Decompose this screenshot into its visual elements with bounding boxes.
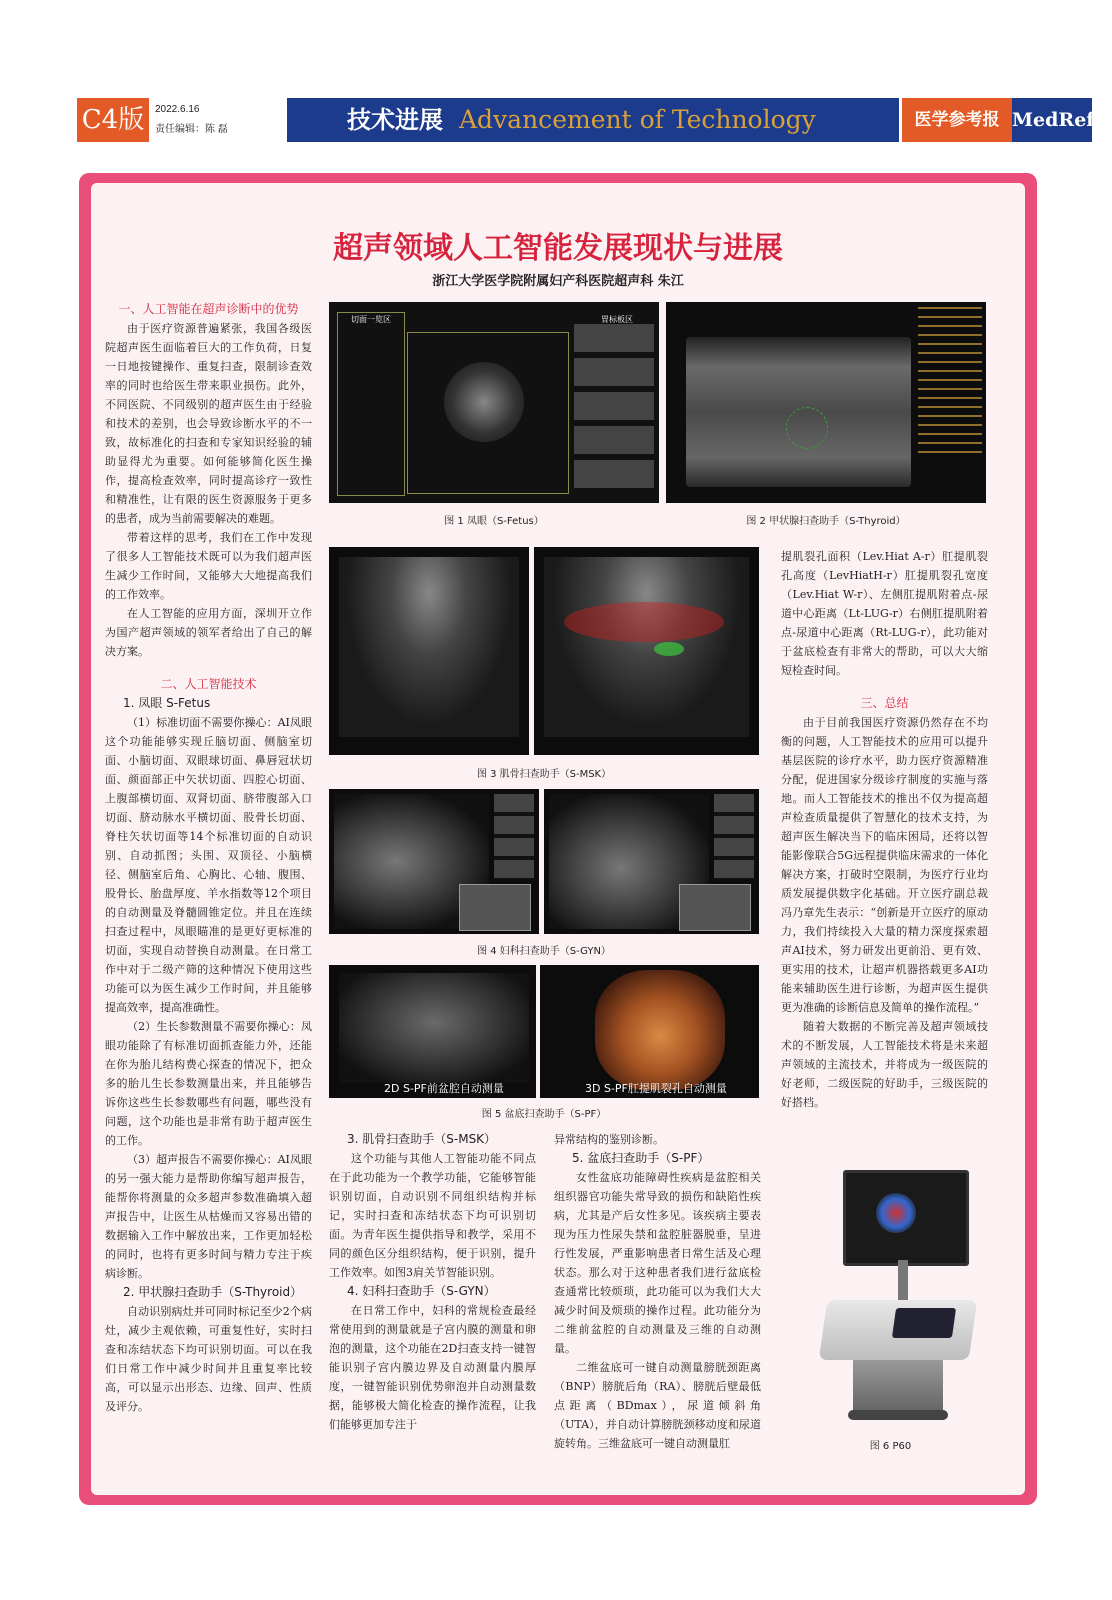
text-column-3 — [554, 1130, 761, 1453]
machine-base — [853, 1360, 943, 1410]
pelvic-floor-3d-render — [595, 970, 725, 1090]
scan-label: 3D S-PF肛提肌裂孔自动测量 — [585, 1082, 727, 1095]
figure-5-left-image — [329, 965, 536, 1098]
thumbnail-grid — [574, 324, 654, 494]
figure-3-right-image — [534, 547, 759, 755]
paragraph: （2）生长参数测量不需要你操心：凤眼功能除了有标准切面抓查能力外，还能在你为胎儿结构费心探查的情况下，把众多的胎儿生长参数测量出来，并且能够告诉你这些生长参数哪些有问题，哪些没有问题，这个功能也是非常有助于超声医生的工作。 — [105, 1020, 312, 1147]
section-title-en: Advancement of Technology — [459, 105, 816, 134]
subsection-heading: 1. 凤眼 S-Fetus — [123, 696, 211, 710]
paragraph: （3）超声报告不需要你操心：AI凤眼的另一强大能力是帮助你编写超声报告，能帮你将测量的众多超声参数准确填入超声报告中，让医生从枯燥而又容易出错的数据输入工作中解放出来，工作更加轻松的同时，也将有更多时间与精力专注于疾病诊断。 — [105, 1153, 312, 1280]
figure-2-image — [666, 302, 986, 503]
paragraph: 二维盆底可一键自动测量膀胱颈距离（BNP）膀胱后角（RA）、膀胱后壁最低点距离（BDmax），尿道倾斜角（UTA），并自动计算膀胱颈移动度和尿道旋转角。三维盆底可一键自动测量肛 — [554, 1361, 761, 1450]
touch-screen — [892, 1308, 956, 1338]
measurement-readout — [918, 307, 982, 457]
zoom-inset — [679, 884, 751, 931]
panel-title: 切面一览区 — [351, 315, 391, 324]
paragraph: 异常结构的鉴别诊断。 — [554, 1133, 664, 1146]
fetal-head-scan — [444, 362, 524, 442]
figure-caption: 图 6 P60 — [869, 1441, 912, 1452]
shoulder-scan-annotated — [544, 557, 749, 737]
figure-4-right-image — [544, 789, 759, 934]
figure-caption: 图 5 盆底扫查助手（S-PF） — [481, 1109, 607, 1120]
section-heading: 一、人工智能在超声诊断中的优势 — [118, 302, 299, 316]
figure-caption: 图 4 妇科扫查助手（S-GYN） — [477, 946, 611, 957]
paragraph: 在日常工作中，妇科的常规检查最经常使用到的测量就是子宫内膜的测量和卵泡的测量，这个功能在2D扫查支持一键智能识别子宫内膜边界及自动测量内膜厚度，一键智能识别优势卵泡并自动测量数据，能够极大简化检查的操作流程，让我们能够更加专注于 — [329, 1304, 536, 1431]
figure-caption: 图 1 凤眼（S-Fetus） — [444, 516, 544, 527]
subsection-heading: 2. 甲状腺扫查助手（S-Thyroid） — [123, 1285, 303, 1299]
paragraph: 这个功能与其他人工智能功能不同点在于此功能为一个教学功能，它能够智能识别切面，自动识别不同组织结构并标记，实时扫查和冻结状态下均可识别切面。为青年医生提供指导和教学，采用不同的颜色区分组织结构，便于识别，提升工作效率。如图3肩关节智能识别。 — [329, 1152, 536, 1279]
article-author: 浙江大学医学院附属妇产科医院超声科 朱江 — [432, 274, 684, 289]
edition-badge: C4版 — [77, 98, 149, 142]
zoom-inset — [459, 884, 531, 931]
doppler-display — [876, 1193, 916, 1233]
figure-1-image — [329, 302, 659, 503]
issue-date: 2022.6.16 — [155, 104, 200, 115]
machine-monitor — [843, 1170, 969, 1266]
thumbnail-strip — [494, 794, 534, 879]
page-header — [77, 98, 1095, 142]
pelvic-floor-2d-scan — [339, 973, 529, 1083]
subsection-heading: 5. 盆底扫查助手（S-PF） — [572, 1151, 710, 1165]
figure-caption: 图 2 甲状腺扫查助手（S-Thyroid） — [746, 516, 906, 527]
machine-wheels — [848, 1410, 948, 1420]
text-column-1 — [105, 300, 312, 1416]
figure-caption: 图 3 肌骨扫查助手（S-MSK） — [476, 769, 612, 780]
section-heading: 三、总结 — [860, 696, 909, 710]
lesion-marker — [786, 407, 828, 449]
monitor-arm — [898, 1260, 908, 1300]
subsection-heading: 3. 肌骨扫查助手（S-MSK） — [347, 1132, 497, 1146]
section-heading: 二、人工智能技术 — [160, 677, 257, 691]
tissue-overlay-green — [654, 642, 684, 656]
paper-name: 医学参考报 — [902, 98, 1012, 142]
paragraph: 由于目前我国医疗资源仍然存在不均衡的问题，人工智能技术的应用可以提升基层医院的诊疗水平，助力医疗资源精准分配，促进国家分级诊疗制度的实施与落地。而人工智能技术的推出不仅为提高超声检查质量提供了智慧化的技术支持，为超声医生解决当下的临床困局，还将以智能影像联合5G远程提供临床需求的一体化解决方案，打破时空限制，为医疗行业均质发展提供数字化基础。开立医疗副总裁冯乃章先生表示：“创新是开立医疗的原动力，我们持续投入大量的精力深度探索超声AI技术，努力研发出更前沿、更有效、更实用的技术，让超声机器搭载更多AI功能来辅助医生进行诊断，为超声医生提供更为准确的诊断信息及简单的操作流程。” — [781, 716, 988, 1014]
text-column-2 — [329, 1130, 536, 1434]
plane-list-panel — [337, 312, 405, 496]
paragraph: 自动识别病灶并可同时标记至少2个病灶，减少主观依赖，可重复性好，实时扫查和冻结状态下均可识别切面。可以在我们日常工作中减少时间并且重复率比较高，可以显示出形态、边缘、回声、性质及评分。 — [105, 1305, 312, 1413]
paragraph: 提肌裂孔面积（Lev.Hiat A-r）肛提肌裂孔高度（LevHiatH-r）肛提肌裂孔宽度（Lev.Hiat W-r）、左侧肛提肌附着点-尿道中心距离（Lt-LUG-r）右侧肛提肌附着点-尿道中心距离（Rt-LUG-r），此功能对于盆底检查有非常大的帮助，可以大大缩短检查时间。 — [781, 550, 988, 677]
scan-label: 2D S-PF前盆腔自动测量 — [384, 1082, 504, 1095]
machine-control-panel — [819, 1300, 977, 1360]
paragraph: 由于医疗资源普遍紧张，我国各级医院超声医生面临着巨大的工作负荷，日复一日地按键操作、重复扫查，限制诊查效率的同时也给医生带来职业损伤。此外，不同医院、不同级别的超声医生由于经验和技术的差别，也会导致诊断水平的不一致，故标准化的扫查和专家知识经验的辅助显得尤为重要。如何能够简化医生操作，提高检查效率，同时提高诊疗一致性和精准性，让有限的医生资源服务于更多的患者，成为当前需要解决的难题。 — [105, 322, 312, 525]
paragraph: 随着大数据的不断完善及超声领域技术的不断发展，人工智能技术将是未来超声领域的主流技术，并将成为一级医院的好老师，二级医院的好助手，三级医院的好搭档。 — [781, 1020, 988, 1109]
thumbnail-strip — [714, 794, 754, 879]
paragraph: （1）标准切面不需要你操心：AI凤眼这个功能能够实现丘脑切面、侧脑室切面、小脑切面、双眼球切面、鼻唇冠状切面、颜面部正中矢状切面、四腔心切面、上腹部横切面、双肾切面、脐带腹部入口切面、脐动脉水平横切面、股骨长切面、脊柱矢状切面等14个标准切面的自动识别、自动抓图；头围、双顶径、小脑横径、侧脑室后角、心胸比、心轴、腹围、股骨长、胎盘厚度、羊水指数等12个项目的自动测量及脊髓圆锥定位。并且在连续扫查过程中，凤眼瞄准的是更好更标准的切面，实现自动替换自动测量。在日常工作中对于二级产筛的这种情况下使用这些功能可以为医生减少工作时间，并且能够提高效率，提高准确性。 — [105, 716, 312, 1014]
shoulder-scan — [339, 557, 519, 737]
paragraph: 带着这样的思考，我们在工作中发现了很多人工智能技术既可以为我们超声医生减少工作时间，又能够大大地提高我们的工作效率。 — [105, 531, 312, 601]
paragraph: 在人工智能的应用方面，深圳开立作为国产超声领域的领军者给出了自己的解决方案。 — [105, 607, 312, 658]
figure-5-right-image — [540, 965, 759, 1098]
article-title: 超声领域人工智能发展现状与进展 — [333, 231, 783, 266]
paragraph: 女性盆底功能障碍性疾病是盆腔相关组织器官功能失常导致的损伤和缺陷性疾病，尤其是产后女性多见。该疾病主要表现为压力性尿失禁和盆腔脏器脱垂，呈进行性发展，严重影响患者日常生活及心理状态。那么对于这种患者我们进行盆底检查通常比较烦琐，此功能可以为我们大大减少时间及烦琐的操作过程。此功能分为二维前盆腔的自动测量及三维的自动测量。 — [554, 1171, 761, 1355]
section-title-cn: 技术进展 — [347, 105, 443, 134]
figure-6-image — [803, 1165, 978, 1430]
subsection-heading: 4. 妇科扫查助手（S-GYN） — [347, 1284, 496, 1298]
section-banner — [287, 98, 899, 142]
text-column-4 — [781, 547, 988, 1112]
tissue-overlay-red — [564, 602, 724, 642]
figure-4-left-image — [329, 789, 539, 934]
editor-credit: 责任编辑：陈 磊 — [155, 124, 228, 135]
panel-title: 胃标板区 — [601, 315, 633, 324]
paper-logo: MedRef — [1012, 98, 1092, 142]
figure-3-left-image — [329, 547, 529, 755]
